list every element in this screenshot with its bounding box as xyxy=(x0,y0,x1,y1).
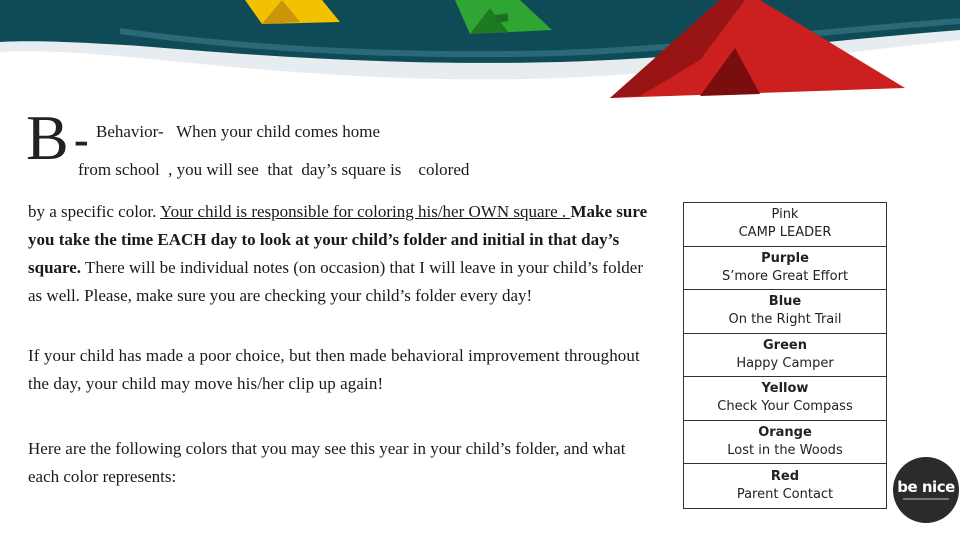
color-key-name: Yellow xyxy=(761,381,809,397)
color-key-meaning: S’more Great Effort xyxy=(721,268,849,284)
color-key-row-green xyxy=(684,334,886,378)
color-key-meaning: Happy Camper xyxy=(736,355,834,371)
paragraph-responsibility-underlined: Your child is responsible for coloring his/her OWN square . xyxy=(160,202,571,221)
paragraph-responsibility-notes: There will be individual notes (on occasion) that I will leave in your child’s folder as well. Please, make sure you are checking your child’s folder every day! xyxy=(28,258,644,305)
paragraph-responsibility-intro: by a specific color. xyxy=(28,202,161,221)
color-key-row-red xyxy=(684,464,886,508)
paragraph-colors-intro: Here are the following colors that you may see this year in your child’s folder, and what each color represents: xyxy=(28,439,626,486)
color-key-meaning: Lost in the Woods xyxy=(727,442,843,458)
color-key-meaning: Parent Contact xyxy=(736,486,834,502)
paragraph-responsibility-bold: Make sure you take the time EACH day to look at your child’s folder and initial in that day’s square. xyxy=(28,202,648,277)
paragraph-clip-up: If your child has made a poor choice, but then made behavioral improvement throughout the day, your child may move his/her clip up again! xyxy=(28,346,640,393)
color-key-name: Orange xyxy=(758,424,812,440)
color-key-table xyxy=(683,202,887,509)
color-key-name: Pink xyxy=(771,207,799,223)
color-key-meaning: Check Your Compass xyxy=(717,399,853,415)
color-key-meaning: On the Right Trail xyxy=(728,312,842,328)
paragraph-responsibility xyxy=(28,198,658,310)
color-key-name: Purple xyxy=(761,250,809,266)
be-nice-logo xyxy=(893,457,959,523)
color-key-name: Red xyxy=(770,468,800,484)
color-key-row-orange xyxy=(684,421,886,465)
logo-underline-bar xyxy=(903,498,949,500)
heading-big-letter: B xyxy=(26,102,69,173)
color-key-row-pink xyxy=(684,203,886,247)
color-key-row-blue xyxy=(684,290,886,334)
camp-tents-banner xyxy=(0,0,960,110)
heading-line-behavior: Behavior- When your child comes home xyxy=(96,122,381,141)
color-key-name: Green xyxy=(763,337,807,353)
color-key-row-yellow xyxy=(684,377,886,421)
heading-dash: - xyxy=(74,115,89,164)
color-key-row-purple xyxy=(684,247,886,291)
color-key-meaning: CAMP LEADER xyxy=(738,225,832,241)
heading-line-school: from school , you will see that day’s square is colored xyxy=(78,160,470,179)
be-nice-logo-text: be nice xyxy=(897,478,955,496)
color-key-name: Blue xyxy=(768,294,802,310)
